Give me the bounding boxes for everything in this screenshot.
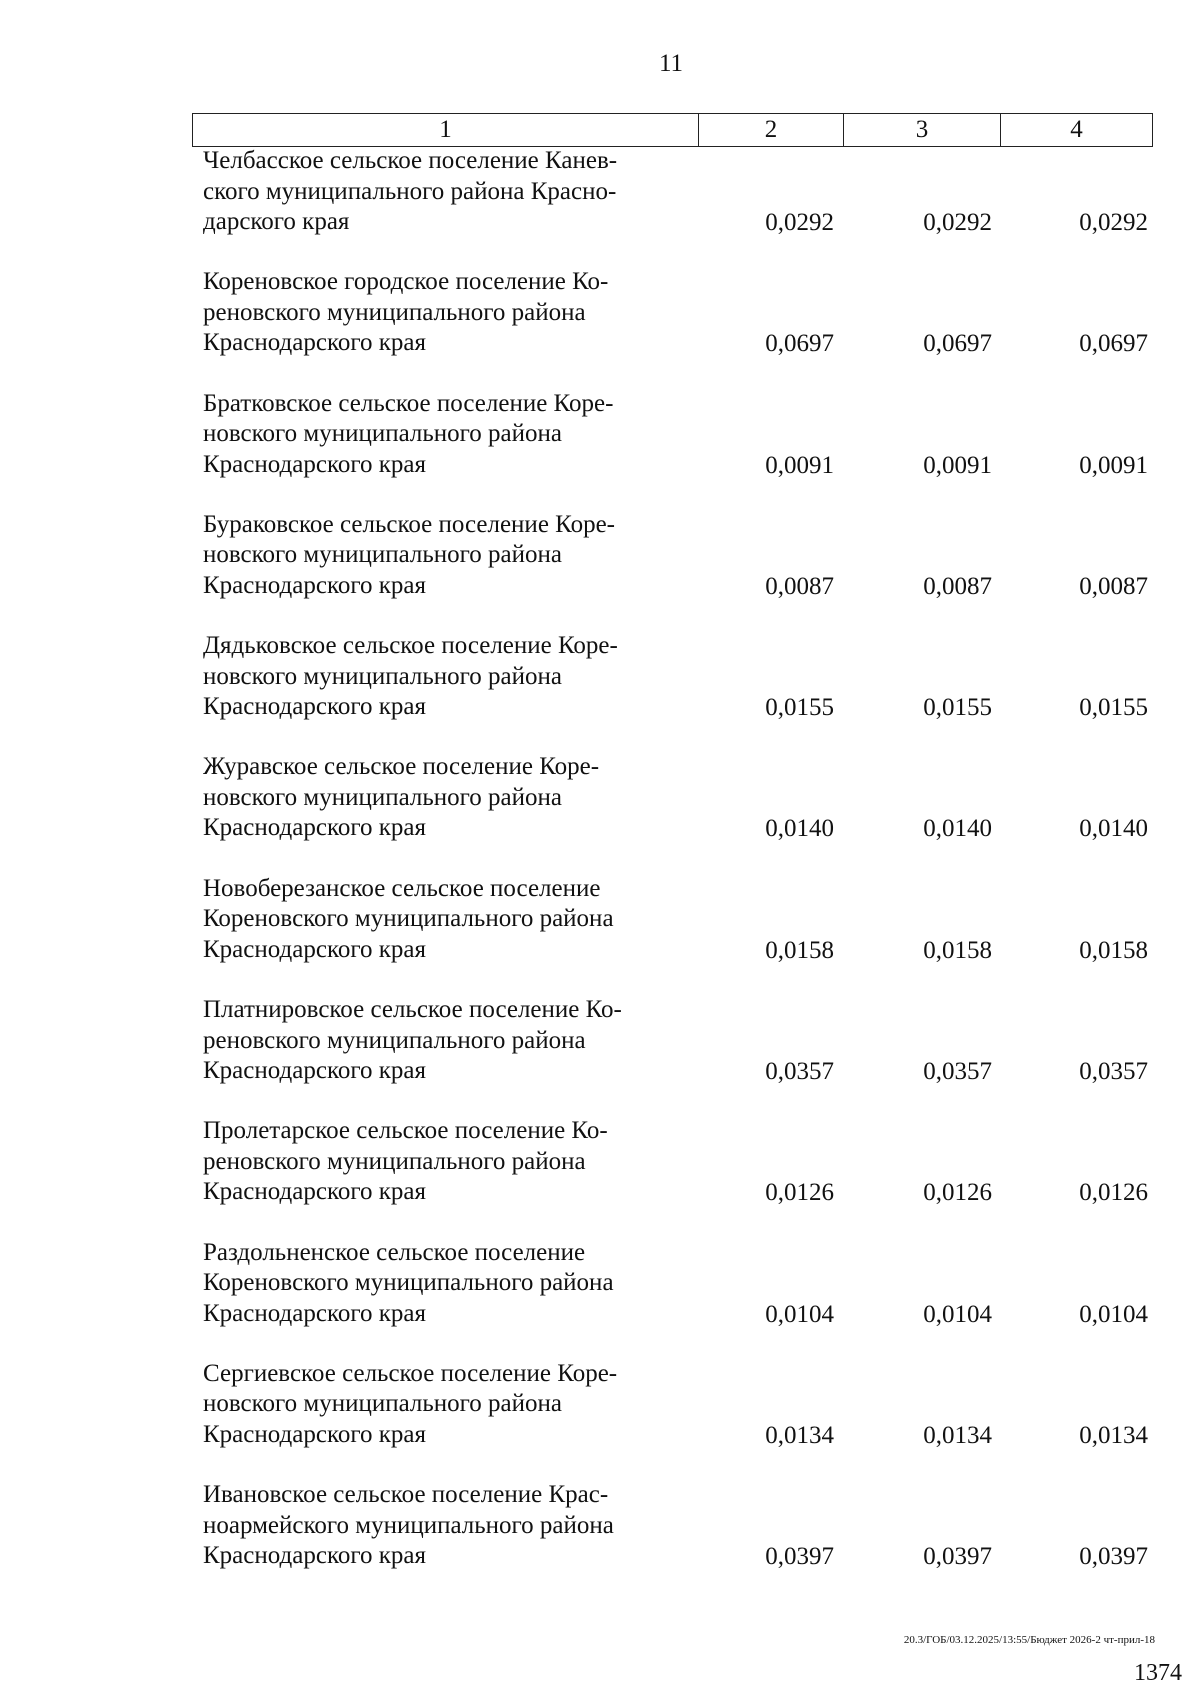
table-row xyxy=(0,146,1200,267)
settlement-name-line: новского муниципального района xyxy=(203,420,563,448)
settlement-name xyxy=(203,1238,703,1330)
settlement-name xyxy=(203,146,703,238)
settlement-name-line: Краснодарского края xyxy=(203,1420,426,1448)
settlement-name-line: Дядьковское сельское поселение Коре- xyxy=(203,632,618,660)
table-row xyxy=(0,1238,1200,1359)
settlement-name xyxy=(203,995,703,1087)
value-column-2: 0,0087 xyxy=(765,572,834,600)
value-column-4: 0,0158 xyxy=(1079,936,1148,964)
table-row xyxy=(0,389,1200,510)
settlement-name-line: Новоберезанское сельское поселение xyxy=(203,874,601,902)
settlement-name-line: Братковское сельское поселение Коре- xyxy=(203,389,614,417)
settlement-name-line: Кореновского муниципального района xyxy=(203,905,614,933)
value-column-4: 0,0155 xyxy=(1079,694,1148,722)
page-number: 11 xyxy=(658,50,684,77)
settlement-name xyxy=(203,1480,703,1572)
settlement-name-line: Пролетарское сельское поселение Ко- xyxy=(203,1117,608,1145)
value-column-4: 0,0104 xyxy=(1079,1300,1148,1328)
header-cell-4: 4 xyxy=(1070,116,1083,143)
value-column-4: 0,0134 xyxy=(1079,1421,1148,1449)
value-column-2: 0,0155 xyxy=(765,694,834,722)
value-column-3: 0,0104 xyxy=(923,1300,992,1328)
settlement-name-line: Кореновское городское поселение Ко- xyxy=(203,268,609,296)
value-column-2: 0,0091 xyxy=(765,451,834,479)
value-column-3: 0,0292 xyxy=(923,209,992,236)
value-column-2: 0,0292 xyxy=(765,209,834,236)
value-column-4: 0,0397 xyxy=(1079,1543,1148,1571)
value-column-3: 0,0397 xyxy=(923,1543,992,1571)
settlement-name-line: Кореновского муниципального района xyxy=(203,1269,614,1297)
table-row xyxy=(0,267,1200,388)
table-body xyxy=(0,146,1200,1602)
value-column-2: 0,0134 xyxy=(765,1421,834,1449)
value-column-2: 0,0697 xyxy=(765,330,834,358)
settlement-name-line: Краснодарского края xyxy=(203,1542,426,1570)
value-column-2: 0,0397 xyxy=(765,1543,834,1571)
settlement-name-line: Краснодарского края xyxy=(203,1178,426,1206)
settlement-name-line: Краснодарского края xyxy=(203,329,426,357)
settlement-name xyxy=(203,389,703,481)
value-column-2: 0,0140 xyxy=(765,815,834,843)
settlement-name-line: новского муниципального района xyxy=(203,783,563,811)
settlement-name-line: Раздольненское сельское поселение xyxy=(203,1238,586,1266)
value-column-4: 0,0091 xyxy=(1079,451,1148,479)
table-row xyxy=(0,1116,1200,1237)
table-header xyxy=(192,113,1153,147)
settlement-name-line: реновского муниципального района xyxy=(203,1147,586,1175)
settlement-name-line: Краснодарского края xyxy=(203,450,426,478)
value-column-4: 0,0697 xyxy=(1079,330,1148,358)
value-column-4: 0,0087 xyxy=(1079,572,1148,600)
value-column-4: 0,0126 xyxy=(1079,1179,1148,1207)
value-column-2: 0,0158 xyxy=(765,936,834,964)
value-column-3: 0,0357 xyxy=(923,1058,992,1086)
settlement-name-line: Бураковское сельское поселение Коре- xyxy=(203,510,616,538)
header-cell-2: 2 xyxy=(699,114,844,146)
settlement-name xyxy=(203,631,703,723)
settlement-name-line: новского муниципального района xyxy=(203,1390,563,1418)
settlement-name xyxy=(203,1116,703,1208)
settlement-name-line: реновского муниципального района xyxy=(203,298,586,326)
value-column-3: 0,0697 xyxy=(923,330,992,358)
table-row xyxy=(0,995,1200,1116)
value-column-2: 0,0104 xyxy=(765,1300,834,1328)
value-column-4: 0,0357 xyxy=(1079,1058,1148,1086)
settlement-name-line: Краснодарского края xyxy=(203,693,426,721)
value-column-3: 0,0158 xyxy=(923,936,992,964)
value-column-3: 0,0087 xyxy=(923,572,992,600)
table-row xyxy=(0,1480,1200,1601)
value-column-2: 0,0357 xyxy=(765,1058,834,1086)
settlement-name-line: Журавское сельское поселение Коре- xyxy=(203,753,600,781)
settlement-name xyxy=(203,510,703,602)
settlement-name xyxy=(203,267,703,359)
table-row xyxy=(0,510,1200,631)
table-row xyxy=(0,874,1200,995)
settlement-name-line: Ивановское сельское поселение Крас- xyxy=(203,1481,609,1509)
value-column-2: 0,0126 xyxy=(765,1179,834,1207)
sheet-number: 1374 xyxy=(1134,1660,1182,1686)
settlement-name-line: дарского края xyxy=(203,208,350,235)
header-cell-3: 3 xyxy=(844,114,1001,146)
value-column-4: 0,0140 xyxy=(1079,815,1148,843)
table-row xyxy=(0,752,1200,873)
settlement-name xyxy=(203,752,703,844)
settlement-name-line: Сергиевское сельское поселение Коре- xyxy=(203,1359,618,1387)
settlement-name-line: Краснодарского края xyxy=(203,1299,426,1327)
value-column-3: 0,0140 xyxy=(923,815,992,843)
header-cell-1: 1 xyxy=(193,114,699,146)
settlement-name-line: Платнировское сельское поселение Ко- xyxy=(203,996,622,1024)
value-column-3: 0,0155 xyxy=(923,694,992,722)
settlement-name-line: реновского муниципального района xyxy=(203,1026,586,1054)
value-column-4: 0,0292 xyxy=(1079,209,1148,236)
settlement-name-line: ноармейского муниципального района xyxy=(203,1511,614,1539)
table-row xyxy=(0,1359,1200,1480)
settlement-name xyxy=(203,1359,703,1451)
settlement-name-line: Краснодарского края xyxy=(203,935,426,963)
table-row xyxy=(0,631,1200,752)
settlement-name-line: новского муниципального района xyxy=(203,662,563,690)
settlement-name-line: Краснодарского края xyxy=(203,814,426,842)
value-column-3: 0,0126 xyxy=(923,1179,992,1207)
settlement-name-line: ского муниципального района Красно- xyxy=(203,177,617,205)
settlement-name xyxy=(203,874,703,966)
value-column-3: 0,0091 xyxy=(923,451,992,479)
settlement-name-line: Челбасское сельское поселение Канев- xyxy=(203,147,618,174)
value-column-3: 0,0134 xyxy=(923,1421,992,1449)
settlement-name-line: Краснодарского края xyxy=(203,1057,426,1085)
document-code: 20.3/ГОБ/03.12.2025/13:55/Бюджет 2026-2 чт-прил-18 xyxy=(903,1634,1155,1646)
settlement-name-line: Краснодарского края xyxy=(203,571,426,599)
settlement-name-line: новского муниципального района xyxy=(203,541,563,569)
